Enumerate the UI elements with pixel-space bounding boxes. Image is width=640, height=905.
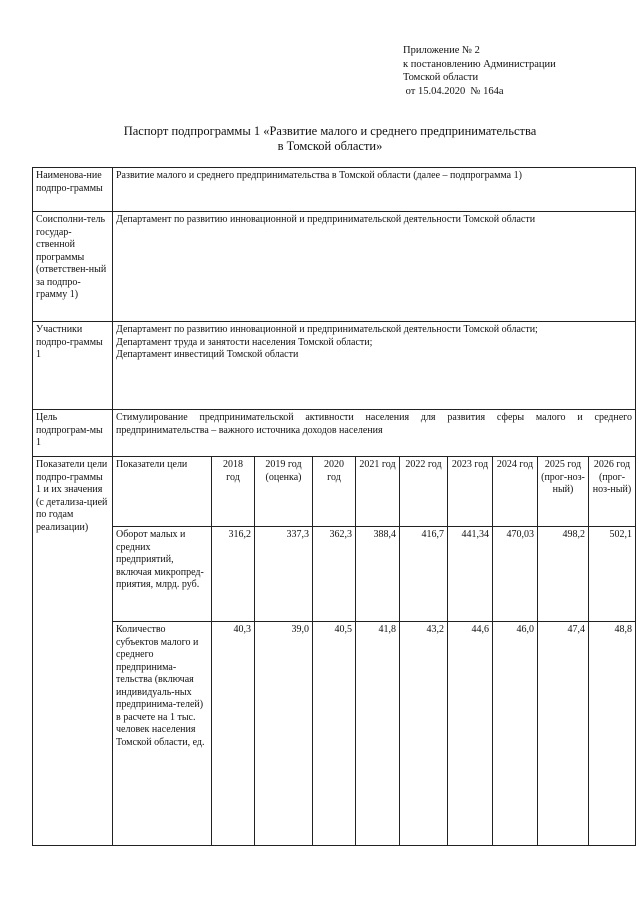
title-line-2: в Томской области»	[277, 139, 383, 153]
value-sme-2023: 44,6	[448, 622, 493, 846]
header-year-2019: 2019 год (оценка)	[255, 457, 313, 527]
indicator-name-sme-count: Количество субъектов малого и среднего предпринима-тельства (включая индивидуаль-ных предпринима-телей) в расчете на 1 тыс. человек населения Томской области, ед.	[113, 622, 212, 846]
value-turnover-2025: 498,2	[538, 527, 589, 622]
header-year-2025: 2025 год (прог-ноз-ный)	[538, 457, 589, 527]
indicator-row-turnover	[33, 527, 636, 622]
header-year-2020: 2020 год	[313, 457, 356, 527]
label-coexecutor: Соисполни-тель государ-ственной программы (ответствен-ный за подпро-грамму 1)	[33, 212, 113, 322]
value-turnover-2021: 388,4	[356, 527, 400, 622]
annex-line-1: Приложение № 2	[403, 45, 480, 56]
document-title	[60, 124, 600, 154]
value-turnover-2019: 337,3	[255, 527, 313, 622]
indicator-row-sme-count	[33, 622, 636, 846]
value-sme-2025: 47,4	[538, 622, 589, 846]
value-turnover-2023: 441,34	[448, 527, 493, 622]
value-sme-2022: 43,2	[400, 622, 448, 846]
header-indicator-name: Показатели цели	[113, 457, 212, 527]
header-year-2021: 2021 год	[356, 457, 400, 527]
header-year-2024: 2024 год	[493, 457, 538, 527]
row-goal	[33, 410, 636, 457]
value-participants	[113, 322, 636, 410]
participant-3: Департамент инвестиций Томской области	[116, 349, 299, 360]
annex-line-2: к постановлению Администрации	[403, 58, 556, 70]
value-sme-2024: 46,0	[493, 622, 538, 846]
title-line-1: Паспорт подпрограммы 1 «Развитие малого и среднего предпринимательства	[123, 124, 537, 138]
passport-table	[32, 167, 636, 846]
value-turnover-2018: 316,2	[212, 527, 255, 622]
annex-header	[403, 44, 556, 98]
annex-line-4: от 15.04.2020 № 164а	[403, 85, 504, 97]
value-sme-2026: 48,8	[589, 622, 636, 846]
label-indicators: Показатели цели подпро-граммы 1 и их значения (с детализа-цией по годам реализации)	[33, 457, 113, 846]
value-sme-2021: 41,8	[356, 622, 400, 846]
header-year-2026: 2026 год (прог-ноз-ный)	[589, 457, 636, 527]
participant-2: Департамент труда и занятости населения Томской области;	[116, 336, 373, 348]
value-coexecutor: Департамент по развитию инновационной и предпринимательской деятельности Томской области	[113, 212, 636, 322]
header-year-2023: 2023 год	[448, 457, 493, 527]
value-turnover-2022: 416,7	[400, 527, 448, 622]
value-name: Развитие малого и среднего предпринимательства в Томской области (далее – подпрограмма 1)	[113, 168, 636, 212]
value-turnover-2024: 470,03	[493, 527, 538, 622]
row-coexecutor	[33, 212, 636, 322]
row-participants	[33, 322, 636, 410]
row-name	[33, 168, 636, 212]
header-year-2022: 2022 год	[400, 457, 448, 527]
value-sme-2020: 40,5	[313, 622, 356, 846]
indicators-header-row	[33, 457, 636, 527]
indicator-name-turnover: Оборот малых и средних предприятий, включая микропред-приятия, млрд. руб.	[113, 527, 212, 622]
header-year-2018: 2018 год	[212, 457, 255, 527]
value-sme-2018: 40,3	[212, 622, 255, 846]
label-goal: Цель подпрограм-мы 1	[33, 410, 113, 457]
annex-line-3: Томской области	[403, 72, 479, 83]
value-turnover-2020: 362,3	[313, 527, 356, 622]
label-name: Наименова-ние подпро-граммы	[33, 168, 113, 212]
label-participants: Участники подпро-граммы 1	[33, 322, 113, 410]
participant-1: Департамент по развитию инновационной и предпринимательской деятельности Томской области;	[116, 324, 538, 335]
value-goal: Стимулирование предпринимательской активности населения для развития сферы малого и среднего предпринимательства – важного источника доходов населения	[113, 410, 636, 457]
value-sme-2019: 39,0	[255, 622, 313, 846]
value-turnover-2026: 502,1	[589, 527, 636, 622]
